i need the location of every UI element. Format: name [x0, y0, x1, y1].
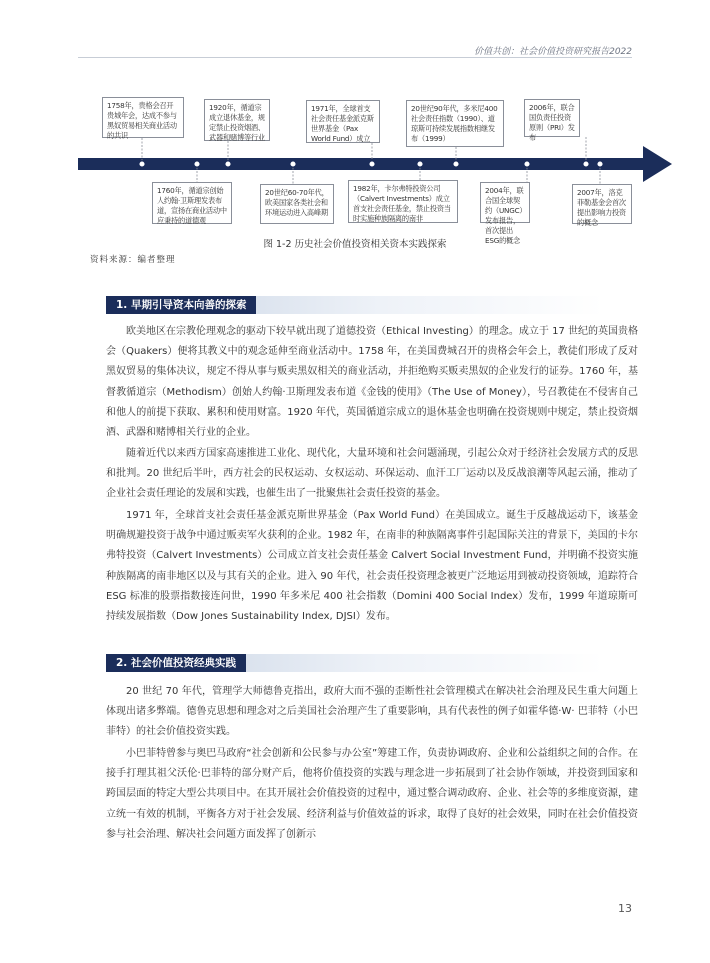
paragraph: 欧美地区在宗教伦理观念的驱动下较早就出现了道德投资（Ethical Investing）的理念。成立于 17 世纪的英国贵格会（Quakers）便将其教义中的观念延伸至商业活动中。1758 年，在美国费城召开的贵格会年会上，教徒们形成了反对黑奴贸易的集体决议，规定不得从事与贩卖黑奴相关的商业活动，并拒绝购买贩卖黑奴的企业发行的证券。1760 年，基督教循道宗（Methodism）创始人约翰·卫斯理发表布道《金钱的使用》（The Use of Money），号召教徒在不侵害自己和他人的前提下获取、累积和使用财富。1920 年代，英国循道宗成立的退休基金也明确在投资规则中规定，禁止投资烟酒、武器和赌博相关行业的企业。: [106, 326, 638, 439]
timeline-event-2004: 2004年，联合国全球契约（UNGC）发布报告，首次提出ESG的概念: [480, 182, 530, 223]
timeline-event-1971: 1971年，全球首支社会责任基金派克斯世界基金（Pax World Fund）成立: [306, 100, 380, 143]
paragraph: 20 世纪 70 年代，管理学大师德鲁克指出，政府大而不强的歪断性社会管理模式在解决社会治理及民生重大问题上体现出诸多弊端。德鲁克思想和理念对之后美国社会治理产生了重要影响，具有代表性的例子如霍华德·W· 巴菲特（小巴菲特）的社会价值投资实践。: [106, 686, 638, 738]
paragraph: 小巴菲特曾参与奥巴马政府“社会创新和公民参与办公室”筹建工作，负责协调政府、企业和公益组织之间的合作。在接手打理其祖父沃伦·巴菲特的部分财产后，他将价值投资的实践与理念进一步拓展到了社会协作领域，并投资到国家和跨国层面的特定大型公共项目中。在其开展社会价值投资的过程中，通过整合调动政府、企业、社会等的多维度资源，建立统一有效的机制，平衡各方对于社会发展、经济利益与价值效益的诉求，取得了良好的社会效果，同时在社会价值投资参与社会治理、解决社会问题方面发挥了创新示: [106, 748, 638, 840]
running-header: 价值共创：社会价值投资研究报告2022: [474, 47, 632, 57]
timeline-event-2007: 2007年，洛克菲勒基金会首次提出影响力投资的概念: [572, 184, 632, 224]
page-number: 13: [618, 902, 632, 915]
timeline-event-1960s: 20世纪60-70年代，欧美国家各类社会和环境运动进入高峰期: [260, 184, 334, 224]
timeline-event-1760: 1760年，循道宗创始人约翰·卫斯理发表布道，宣扬在商业活动中应秉持的道德观: [152, 182, 232, 224]
paragraph: 1971 年，全球首支社会责任基金派克斯世界基金（Pax World Fund）在美国成立。诞生于反越战运动下，该基金明确规避投资于战争中通过贩卖军火获利的企业。1982 年，在南非的种族隔离事件引起国际关注的背景下，美国的卡尔弗特投资（Calvert Investments）公司成立首支社会责任基金 Calvert Social Investment Fund，并明确不投资实施种族隔离的南非地区以及与其有关的企业。进入 90 年代，社会责任投资理念被更广泛地运用到被动投资领域，追踪符合 ESG 标准的股票指数接连问世，1990 年多米尼 400 社会指数（Domini 400 Social Index）发布，1999 年道琼斯可持续发展指数（Dow Jones Sustainability Index, DJSI）发布。: [106, 510, 638, 623]
header-divider: [78, 57, 632, 58]
section-heading-1: [106, 296, 604, 314]
section-title: 2. 社会价值投资经典实践: [106, 654, 246, 672]
timeline-event-1758: 1758年，贵格会召开贵城年会，达成不参与黑奴贸易相关商业活动的共识: [102, 97, 184, 138]
paragraph: 随着近代以来西方国家高速推进工业化、现代化，大量环境和社会问题涌现，引起公众对于经济社会发展方式的反思和批判。20 世纪后半叶，西方社会的民权运动、女权运动、环保运动、血汗工厂运动以及反战浪潮等风起云涌，推动了企业社会责任理论的发展和实践，也催生出了一批聚焦社会责任投资的基金。: [106, 448, 638, 500]
figure-caption: 图 1-2 历史社会价值投资相关资本实践探索: [263, 239, 447, 250]
timeline-event-1920: 1920年，循道宗成立退休基金，规定禁止投资烟酒、武器和赌博等行业: [204, 99, 270, 141]
section-heading-2: [106, 654, 604, 672]
timeline-event-2006: 2006年，联合国负责任投资原则（PRI）发布: [524, 99, 580, 137]
timeline-event-1990s: 20世纪90年代，多米尼400社会责任指数（1990）、道琼斯可持续发展指数相继发布（1999）: [406, 100, 504, 147]
timeline-event-1982: 1982年，卡尔弗特投资公司（Calvert Investments）成立首支社会责任基金，禁止投资当时实施种族隔离的南非: [348, 180, 458, 223]
section-title: 1. 早期引导资本向善的探索: [106, 296, 256, 314]
figure-source: 资料来源：编者整理: [90, 255, 176, 265]
